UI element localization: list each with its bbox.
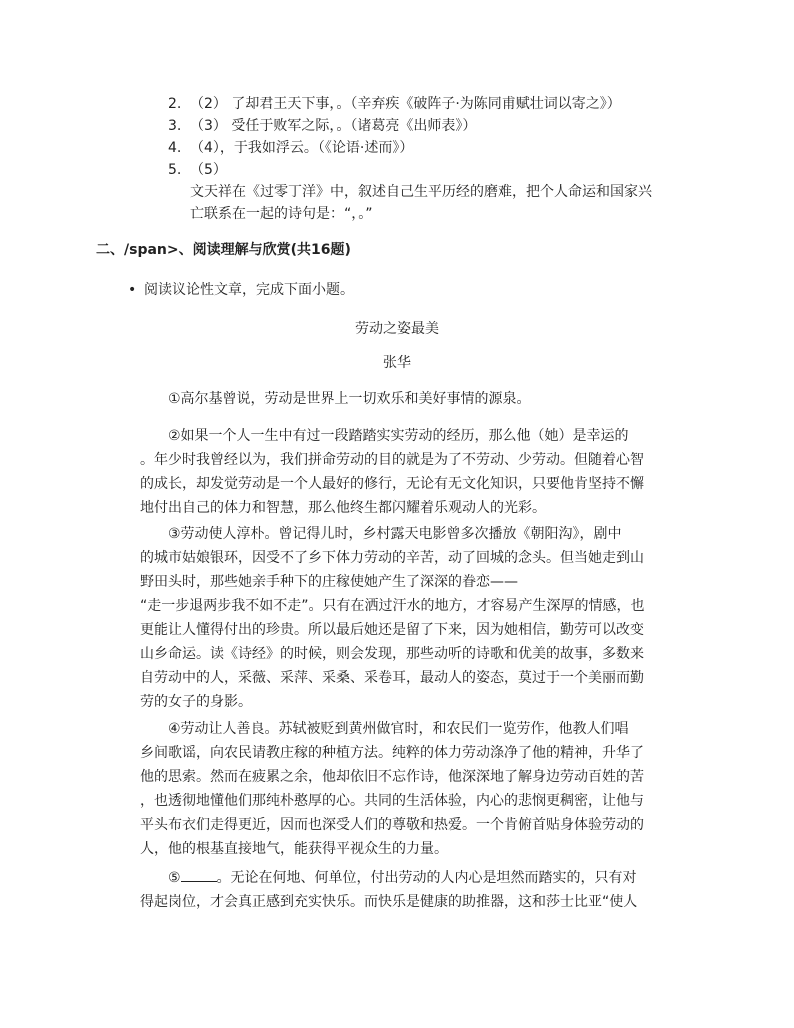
paragraph-2 [140, 424, 700, 520]
text-line: ②如果一个人一生中有过一段踏踏实实劳动的经历，那么他（她）是幸运的 [168, 428, 629, 444]
text-line: 野田头时，那些她亲手种下的庄稼使她产生了深深的眷恋—— [140, 574, 518, 590]
text-line: ①高尔基曾说，劳动是世界上一切欢乐和美好事情的源泉。 [168, 391, 531, 407]
list-text: （4），于我如浮云。（《论语·述而》） [190, 140, 414, 156]
text-line: 自劳动中的人，采薇、采萍、采桑、采卷耳，最动人的姿态，莫过于一个美丽而勤 [140, 670, 644, 686]
article-title: 劳动之姿最美 [355, 321, 439, 337]
paragraph-marker: ⑤ [168, 870, 181, 886]
list-number: 3. [168, 118, 182, 134]
text-line: 的城市姑娘银环，因受不了乡下体力劳动的辛苦，动了回城的念头。但当她走到山 [140, 550, 644, 566]
list-text: （3） 受任于败军之际，。（诸葛亮《出师表》） [190, 118, 477, 134]
text-line: 地付出自己的体力和智慧，那么他终生都闪耀着乐观动人的光彩。 [140, 500, 546, 516]
text-line: 文天祥在《过零丁洋》中，叙述自己生平历经的磨难，把个人命运和国家兴 [190, 184, 652, 200]
paragraph-3 [140, 522, 700, 714]
list-number: 5. [168, 162, 182, 178]
text-line: 得起岗位，才会真正感到充实快乐。而快乐是健康的助推器，这和莎士比亚“使人 [140, 894, 638, 910]
text-line: 山乡命运。读《诗经》的时候，则会发现，那些动听的诗歌和优美的故事，多数来 [140, 646, 644, 662]
list-text: （2） 了却君王天下事，。（辛弃疾《破阵子·为陈同甫赋壮词以寄之》） [190, 96, 621, 112]
text-line: 。年少时我曾经以为，我们拼命劳动的目的就是为了不劳动、少劳动。但随着心智 [140, 452, 644, 468]
paragraph-1 [140, 387, 700, 411]
text-line: ④劳动让人善良。苏轼被贬到黄州做官时，和农民们一览劳作，他教人们唱 [168, 721, 629, 737]
text-line: ，也透彻地懂他们那纯朴憨厚的心。共同的生活体验，内心的悲悯更稠密，让他与 [140, 793, 644, 809]
section-heading: 二、/span>、阅读理解与欣赏(共16题) [96, 242, 351, 258]
text-line: 他的思索。然而在疲累之余，他却依旧不忘作诗，他深深地了解身边劳动百姓的苦 [140, 769, 644, 785]
list-number: 4. [168, 140, 182, 156]
list-text: （5） [190, 162, 227, 178]
list-continuation [190, 181, 652, 225]
text-line: 乡间歌谣，向农民请教庄稼的种植方法。纯粹的体力劳动涤净了他的精神，升华了 [140, 745, 644, 761]
text-line: 劳的女子的身影。 [140, 694, 252, 710]
list-number: 2. [168, 96, 182, 112]
text-line: 亡联系在一起的诗句是：“，。” [190, 206, 373, 222]
paragraph-4 [140, 717, 700, 861]
article-author: 张华 [383, 355, 411, 371]
list-item [168, 115, 476, 137]
list-item [168, 137, 413, 159]
fill-blank [181, 867, 217, 882]
bullet-text: 阅读议论性文章，完成下面小题。 [144, 282, 354, 298]
text-line [140, 866, 700, 890]
paragraph-5 [140, 866, 700, 914]
text-line: “走一步退两步我不如不走”。只有在洒过汗水的地方，才容易产生深厚的情感，也 [140, 598, 645, 614]
bullet-icon: • [128, 282, 137, 298]
text-line: 平头布衣们走得更近，因而也深受人们的尊敬和热爱。一个肯俯首贴身体验劳动的 [140, 817, 644, 833]
text-line: 人，他的根基直接地气，能获得平视众生的力量。 [140, 841, 448, 857]
list-item [168, 159, 227, 181]
text-line: 的成长，却发觉劳动是一个人最好的修行，无论有无文化知识，只要他肯坚持不懈 [140, 476, 644, 492]
bullet-item [128, 279, 354, 299]
list-item [168, 93, 621, 115]
text-line: 更能让人懂得付出的珍贵。所以最后她还是留了下来，因为她相信，勤劳可以改变 [140, 622, 644, 638]
text-span: 。无论在何地、何单位，付出劳动的人内心是坦然而踏实的，只有对 [216, 870, 637, 886]
text-line: ③劳动使人淳朴。曾记得儿时，乡村露天电影曾多次播放《朝阳沟》，剧中 [168, 526, 622, 542]
